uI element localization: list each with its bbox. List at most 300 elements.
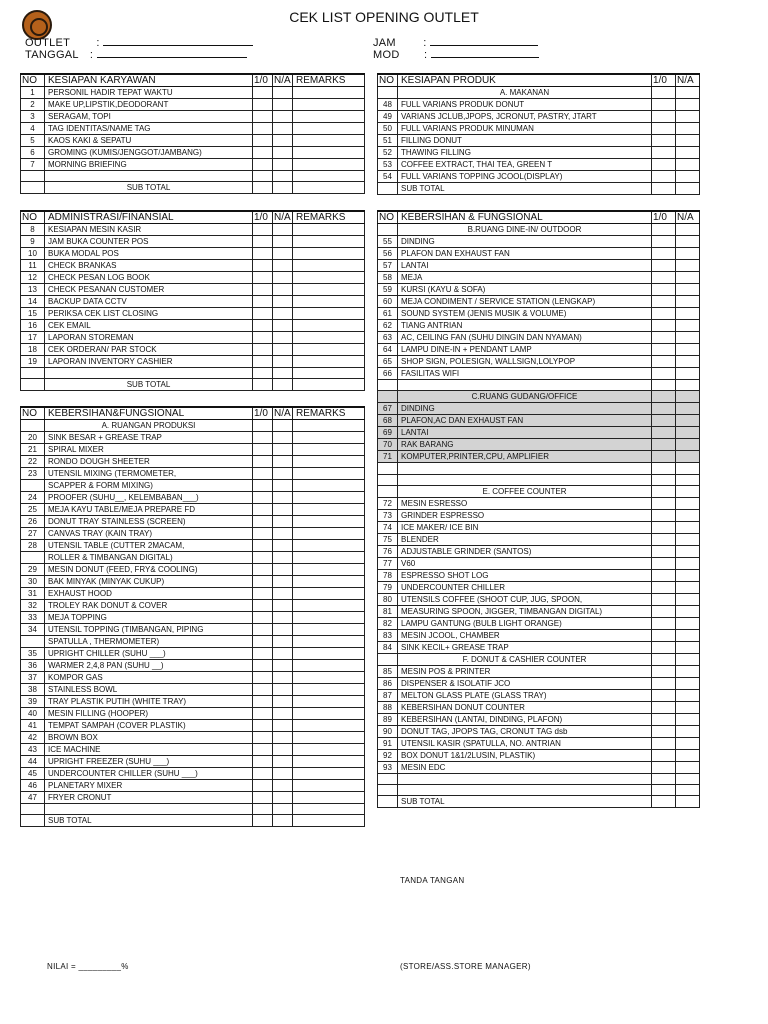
na-cell[interactable] <box>273 792 293 804</box>
check-cell[interactable] <box>253 588 273 600</box>
remarks-cell[interactable] <box>293 344 365 356</box>
na-cell[interactable] <box>676 171 700 183</box>
remarks-cell[interactable] <box>293 135 365 147</box>
remarks-cell[interactable] <box>293 123 365 135</box>
remarks-cell[interactable] <box>293 804 365 815</box>
na-cell[interactable] <box>676 581 700 593</box>
check-cell[interactable] <box>253 720 273 732</box>
na-cell[interactable] <box>676 485 700 497</box>
na-cell[interactable] <box>676 391 700 403</box>
na-cell[interactable] <box>676 557 700 569</box>
check-cell[interactable] <box>253 182 273 194</box>
remarks-cell[interactable] <box>293 708 365 720</box>
remarks-cell[interactable] <box>293 504 365 516</box>
na-cell[interactable] <box>676 123 700 135</box>
check-cell[interactable] <box>253 368 273 379</box>
check-cell[interactable] <box>652 463 676 474</box>
remarks-cell[interactable] <box>293 720 365 732</box>
remarks-cell[interactable] <box>293 552 365 564</box>
remarks-cell[interactable] <box>293 636 365 648</box>
na-cell[interactable] <box>273 588 293 600</box>
check-cell[interactable] <box>253 492 273 504</box>
na-cell[interactable] <box>273 468 293 480</box>
check-cell[interactable] <box>652 737 676 749</box>
check-cell[interactable] <box>652 749 676 761</box>
check-cell[interactable] <box>652 641 676 653</box>
outlet-input-line[interactable] <box>103 36 253 46</box>
na-cell[interactable] <box>676 224 700 236</box>
remarks-cell[interactable] <box>293 648 365 660</box>
remarks-cell[interactable] <box>293 368 365 379</box>
check-cell[interactable] <box>253 224 273 236</box>
na-cell[interactable] <box>676 725 700 737</box>
na-cell[interactable] <box>676 236 700 248</box>
check-cell[interactable] <box>652 773 676 784</box>
na-cell[interactable] <box>273 284 293 296</box>
remarks-cell[interactable] <box>293 420 365 432</box>
check-cell[interactable] <box>253 576 273 588</box>
na-cell[interactable] <box>676 135 700 147</box>
na-cell[interactable] <box>676 87 700 99</box>
check-cell[interactable] <box>652 509 676 521</box>
na-cell[interactable] <box>676 773 700 784</box>
remarks-cell[interactable] <box>293 660 365 672</box>
check-cell[interactable] <box>253 444 273 456</box>
check-cell[interactable] <box>652 171 676 183</box>
check-cell[interactable] <box>652 474 676 485</box>
check-cell[interactable] <box>652 344 676 356</box>
check-cell[interactable] <box>652 296 676 308</box>
na-cell[interactable] <box>676 737 700 749</box>
na-cell[interactable] <box>676 183 700 195</box>
subheader-row <box>21 420 365 432</box>
remarks-cell[interactable] <box>293 284 365 296</box>
check-cell[interactable] <box>652 147 676 159</box>
item-label: ICE MAKER/ ICE BIN <box>398 521 652 533</box>
remarks-cell[interactable] <box>293 528 365 540</box>
na-cell[interactable] <box>273 420 293 432</box>
na-cell[interactable] <box>676 701 700 713</box>
check-cell[interactable] <box>652 427 676 439</box>
check-cell[interactable] <box>652 689 676 701</box>
remarks-cell[interactable] <box>293 99 365 111</box>
check-cell[interactable] <box>652 236 676 248</box>
remarks-cell[interactable] <box>293 732 365 744</box>
remarks-cell[interactable] <box>293 224 365 236</box>
na-cell[interactable] <box>676 689 700 701</box>
check-cell[interactable] <box>652 87 676 99</box>
na-cell[interactable] <box>676 427 700 439</box>
check-cell[interactable] <box>652 713 676 725</box>
remarks-cell[interactable] <box>293 111 365 123</box>
check-cell[interactable] <box>652 368 676 380</box>
check-cell[interactable] <box>253 432 273 444</box>
remarks-cell[interactable] <box>293 182 365 194</box>
remarks-cell[interactable] <box>293 744 365 756</box>
na-cell[interactable] <box>273 684 293 696</box>
check-cell[interactable] <box>652 593 676 605</box>
check-cell[interactable] <box>253 308 273 320</box>
check-cell[interactable] <box>253 636 273 648</box>
remarks-cell[interactable] <box>293 684 365 696</box>
check-cell[interactable] <box>253 468 273 480</box>
na-cell[interactable] <box>676 641 700 653</box>
section-title: KEBERSIHAN & FUNGSIONAL <box>398 211 652 224</box>
remarks-cell[interactable] <box>293 756 365 768</box>
check-cell[interactable] <box>652 677 676 689</box>
check-cell[interactable] <box>652 320 676 332</box>
na-cell[interactable] <box>676 272 700 284</box>
check-cell[interactable] <box>253 815 273 827</box>
na-cell[interactable] <box>676 332 700 344</box>
check-cell[interactable] <box>652 111 676 123</box>
remarks-cell[interactable] <box>293 792 365 804</box>
remarks-cell[interactable] <box>293 516 365 528</box>
na-cell[interactable] <box>676 296 700 308</box>
na-cell[interactable] <box>273 708 293 720</box>
check-cell[interactable] <box>253 320 273 332</box>
check-cell[interactable] <box>253 672 273 684</box>
check-cell[interactable] <box>652 415 676 427</box>
check-cell[interactable] <box>253 379 273 391</box>
check-cell[interactable] <box>652 629 676 641</box>
check-cell[interactable] <box>652 439 676 451</box>
remarks-cell[interactable] <box>293 780 365 792</box>
check-cell[interactable] <box>652 248 676 260</box>
remarks-cell[interactable] <box>293 356 365 368</box>
na-cell[interactable] <box>273 768 293 780</box>
remarks-cell[interactable] <box>293 492 365 504</box>
remarks-cell[interactable] <box>293 87 365 99</box>
remarks-cell[interactable] <box>293 320 365 332</box>
na-cell[interactable] <box>273 260 293 272</box>
na-cell[interactable] <box>273 99 293 111</box>
na-cell[interactable] <box>676 463 700 474</box>
check-cell[interactable] <box>253 552 273 564</box>
na-cell[interactable] <box>676 111 700 123</box>
check-cell[interactable] <box>253 456 273 468</box>
na-cell[interactable] <box>273 720 293 732</box>
na-cell[interactable] <box>676 617 700 629</box>
na-cell[interactable] <box>273 159 293 171</box>
na-cell[interactable] <box>676 99 700 111</box>
na-cell[interactable] <box>676 665 700 677</box>
na-cell[interactable] <box>273 672 293 684</box>
check-cell[interactable] <box>253 540 273 552</box>
check-cell[interactable] <box>253 284 273 296</box>
na-cell[interactable] <box>273 308 293 320</box>
remarks-cell[interactable] <box>293 612 365 624</box>
check-cell[interactable] <box>253 660 273 672</box>
remarks-cell[interactable] <box>293 480 365 492</box>
remarks-cell[interactable] <box>293 147 365 159</box>
na-cell[interactable] <box>273 356 293 368</box>
na-cell[interactable] <box>273 648 293 660</box>
na-cell[interactable] <box>676 785 700 796</box>
item-label: FULL VARIANS PRODUK MINUMAN <box>398 123 652 135</box>
na-cell[interactable] <box>676 356 700 368</box>
check-cell[interactable] <box>652 159 676 171</box>
check-cell[interactable] <box>253 260 273 272</box>
na-cell[interactable] <box>273 612 293 624</box>
jam-input-line[interactable] <box>430 36 538 46</box>
remarks-cell[interactable] <box>293 456 365 468</box>
na-cell[interactable] <box>273 182 293 194</box>
column-header-no: NO <box>21 407 45 420</box>
check-cell[interactable] <box>253 356 273 368</box>
na-cell[interactable] <box>273 624 293 636</box>
check-cell[interactable] <box>652 521 676 533</box>
na-cell[interactable] <box>273 576 293 588</box>
check-cell[interactable] <box>652 135 676 147</box>
check-cell[interactable] <box>652 653 676 665</box>
na-cell[interactable] <box>676 344 700 356</box>
na-cell[interactable] <box>676 605 700 617</box>
check-cell[interactable] <box>253 768 273 780</box>
check-cell[interactable] <box>253 624 273 636</box>
na-cell[interactable] <box>676 749 700 761</box>
check-cell[interactable] <box>652 391 676 403</box>
na-cell[interactable] <box>273 732 293 744</box>
na-cell[interactable] <box>676 569 700 581</box>
na-cell[interactable] <box>273 296 293 308</box>
na-cell[interactable] <box>273 236 293 248</box>
remarks-cell[interactable] <box>293 600 365 612</box>
na-cell[interactable] <box>676 415 700 427</box>
remarks-cell[interactable] <box>293 432 365 444</box>
check-cell[interactable] <box>652 183 676 195</box>
remarks-cell[interactable] <box>293 379 365 391</box>
check-cell[interactable] <box>253 248 273 260</box>
check-cell[interactable] <box>253 804 273 815</box>
check-cell[interactable] <box>253 600 273 612</box>
na-cell[interactable] <box>273 147 293 159</box>
remarks-cell[interactable] <box>293 444 365 456</box>
na-cell[interactable] <box>676 474 700 485</box>
na-cell[interactable] <box>273 815 293 827</box>
remarks-cell[interactable] <box>293 815 365 827</box>
item-label: STAINLESS BOWL <box>45 684 253 696</box>
tanggal-input-line[interactable] <box>97 48 247 58</box>
check-cell[interactable] <box>652 725 676 737</box>
na-cell[interactable] <box>273 744 293 756</box>
remarks-cell[interactable] <box>293 672 365 684</box>
na-cell[interactable] <box>273 756 293 768</box>
check-cell[interactable] <box>652 380 676 391</box>
na-cell[interactable] <box>676 629 700 641</box>
na-cell[interactable] <box>273 111 293 123</box>
check-cell[interactable] <box>652 260 676 272</box>
check-cell[interactable] <box>652 403 676 415</box>
na-cell[interactable] <box>676 248 700 260</box>
check-cell[interactable] <box>652 557 676 569</box>
check-cell[interactable] <box>652 533 676 545</box>
remarks-cell[interactable] <box>293 248 365 260</box>
check-cell[interactable] <box>253 516 273 528</box>
na-cell[interactable] <box>676 380 700 391</box>
na-cell[interactable] <box>273 87 293 99</box>
na-cell[interactable] <box>676 677 700 689</box>
check-cell[interactable] <box>652 497 676 509</box>
na-cell[interactable] <box>676 796 700 808</box>
remarks-cell[interactable] <box>293 272 365 284</box>
remarks-cell[interactable] <box>293 588 365 600</box>
na-cell[interactable] <box>676 713 700 725</box>
na-cell[interactable] <box>676 368 700 380</box>
na-cell[interactable] <box>273 123 293 135</box>
na-cell[interactable] <box>273 332 293 344</box>
checklist-row <box>378 135 700 147</box>
na-cell[interactable] <box>273 224 293 236</box>
na-cell[interactable] <box>273 636 293 648</box>
na-cell[interactable] <box>273 248 293 260</box>
check-cell[interactable] <box>652 356 676 368</box>
check-cell[interactable] <box>253 159 273 171</box>
remarks-cell[interactable] <box>293 308 365 320</box>
na-cell[interactable] <box>273 344 293 356</box>
na-cell[interactable] <box>676 260 700 272</box>
check-cell[interactable] <box>253 99 273 111</box>
remarks-cell[interactable] <box>293 468 365 480</box>
na-cell[interactable] <box>273 135 293 147</box>
na-cell[interactable] <box>676 147 700 159</box>
mod-input-line[interactable] <box>431 48 539 58</box>
na-cell[interactable] <box>273 780 293 792</box>
na-cell[interactable] <box>273 600 293 612</box>
check-cell[interactable] <box>253 135 273 147</box>
check-cell[interactable] <box>253 147 273 159</box>
na-cell[interactable] <box>676 593 700 605</box>
na-cell[interactable] <box>676 533 700 545</box>
na-cell[interactable] <box>273 320 293 332</box>
remarks-cell[interactable] <box>293 260 365 272</box>
na-cell[interactable] <box>273 171 293 182</box>
check-cell[interactable] <box>652 332 676 344</box>
check-cell[interactable] <box>253 612 273 624</box>
na-cell[interactable] <box>676 545 700 557</box>
check-cell[interactable] <box>253 296 273 308</box>
check-cell[interactable] <box>652 272 676 284</box>
na-cell[interactable] <box>273 540 293 552</box>
remarks-cell[interactable] <box>293 171 365 182</box>
check-cell[interactable] <box>253 528 273 540</box>
check-cell[interactable] <box>652 701 676 713</box>
check-cell[interactable] <box>652 308 676 320</box>
check-cell[interactable] <box>253 123 273 135</box>
na-cell[interactable] <box>273 504 293 516</box>
remarks-cell[interactable] <box>293 696 365 708</box>
remarks-cell[interactable] <box>293 332 365 344</box>
check-cell[interactable] <box>253 684 273 696</box>
na-cell[interactable] <box>273 564 293 576</box>
na-cell[interactable] <box>676 320 700 332</box>
check-cell[interactable] <box>253 420 273 432</box>
remarks-cell[interactable] <box>293 159 365 171</box>
check-cell[interactable] <box>253 708 273 720</box>
na-cell[interactable] <box>676 497 700 509</box>
checklist-row <box>378 713 700 725</box>
na-cell[interactable] <box>676 451 700 463</box>
na-cell[interactable] <box>273 368 293 379</box>
check-cell[interactable] <box>652 617 676 629</box>
check-cell[interactable] <box>253 272 273 284</box>
check-cell[interactable] <box>253 696 273 708</box>
na-cell[interactable] <box>273 272 293 284</box>
na-cell[interactable] <box>273 492 293 504</box>
remarks-cell[interactable] <box>293 576 365 588</box>
check-cell[interactable] <box>253 332 273 344</box>
remarks-cell[interactable] <box>293 768 365 780</box>
check-cell[interactable] <box>253 792 273 804</box>
na-cell[interactable] <box>273 379 293 391</box>
check-cell[interactable] <box>253 780 273 792</box>
remarks-cell[interactable] <box>293 624 365 636</box>
na-cell[interactable] <box>676 761 700 773</box>
check-cell[interactable] <box>253 732 273 744</box>
check-cell[interactable] <box>652 485 676 497</box>
na-cell[interactable] <box>676 439 700 451</box>
check-cell[interactable] <box>253 648 273 660</box>
check-cell[interactable] <box>652 569 676 581</box>
na-cell[interactable] <box>676 403 700 415</box>
check-cell[interactable] <box>652 605 676 617</box>
remarks-cell[interactable] <box>293 564 365 576</box>
check-cell[interactable] <box>253 344 273 356</box>
remarks-cell[interactable] <box>293 296 365 308</box>
check-cell[interactable] <box>652 224 676 236</box>
na-cell[interactable] <box>273 444 293 456</box>
check-cell[interactable] <box>253 744 273 756</box>
na-cell[interactable] <box>676 308 700 320</box>
check-cell[interactable] <box>253 171 273 182</box>
na-cell[interactable] <box>273 660 293 672</box>
remarks-cell[interactable] <box>293 540 365 552</box>
check-cell[interactable] <box>652 99 676 111</box>
check-cell[interactable] <box>652 581 676 593</box>
remarks-cell[interactable] <box>293 236 365 248</box>
na-cell[interactable] <box>273 456 293 468</box>
check-cell[interactable] <box>652 451 676 463</box>
check-cell[interactable] <box>652 545 676 557</box>
check-cell[interactable] <box>652 785 676 796</box>
na-cell[interactable] <box>676 509 700 521</box>
check-cell[interactable] <box>253 236 273 248</box>
check-cell[interactable] <box>652 665 676 677</box>
na-cell[interactable] <box>676 284 700 296</box>
na-cell[interactable] <box>676 653 700 665</box>
na-cell[interactable] <box>676 159 700 171</box>
na-cell[interactable] <box>273 516 293 528</box>
na-cell[interactable] <box>273 552 293 564</box>
na-cell[interactable] <box>273 804 293 815</box>
check-cell[interactable] <box>253 87 273 99</box>
na-cell[interactable] <box>676 521 700 533</box>
check-cell[interactable] <box>652 761 676 773</box>
check-cell[interactable] <box>652 796 676 808</box>
na-cell[interactable] <box>273 528 293 540</box>
na-cell[interactable] <box>273 480 293 492</box>
check-cell[interactable] <box>253 111 273 123</box>
check-cell[interactable] <box>253 480 273 492</box>
na-cell[interactable] <box>273 696 293 708</box>
item-number: 6 <box>21 147 45 159</box>
check-cell[interactable] <box>253 504 273 516</box>
check-cell[interactable] <box>253 564 273 576</box>
check-cell[interactable] <box>253 756 273 768</box>
check-cell[interactable] <box>652 123 676 135</box>
na-cell[interactable] <box>273 432 293 444</box>
check-cell[interactable] <box>652 284 676 296</box>
